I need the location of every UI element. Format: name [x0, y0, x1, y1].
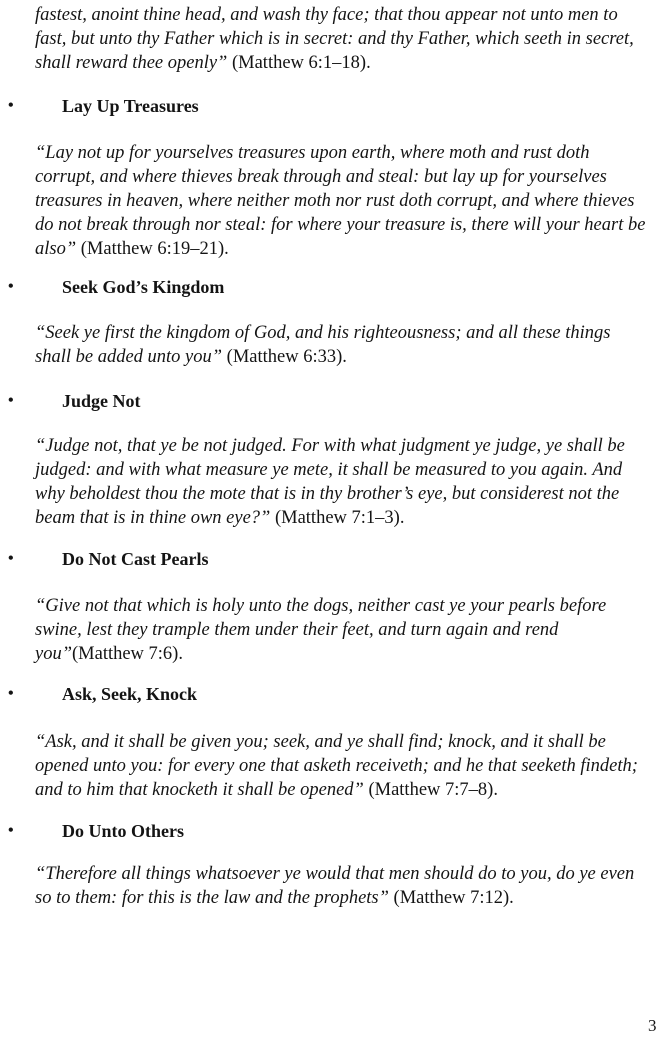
bullet: •: [8, 97, 14, 114]
bullet: •: [8, 685, 14, 702]
scripture-reference: (Matthew 6:19–21).: [76, 239, 229, 259]
section-title: Ask, Seek, Knock: [62, 684, 198, 704]
section-heading: [0, 681, 665, 707]
section-heading: [0, 388, 665, 414]
quote-text: “Judge not, that ye be not judged. For with what judgment ye judge, ye shall be judged: and with what measure ye mete, it shall be measured to you again. And why beholdest thou the mote that is in thy brother’s eye, but considerest not the beam that is in thine own eye?”: [35, 436, 625, 528]
section-heading: [0, 274, 665, 300]
section-judge-not: [0, 388, 665, 528]
section-title: Lay Up Treasures: [62, 96, 199, 116]
section-title: Seek God’s Kingdom: [62, 277, 225, 297]
section-title: Judge Not: [62, 391, 141, 411]
section-do-unto-others: [0, 818, 665, 908]
scripture-quote: [35, 321, 650, 369]
intro-quote: fastest, anoint thine head, and wash thy face; that thou appear not unto men to fast, but unto thy Father which is in secret: and thy Father, which seeth in secret, shall reward thee openly”: [35, 5, 634, 73]
section-title: Do Unto Others: [62, 821, 184, 841]
intro-reference: (Matthew 6:1–18).: [227, 53, 371, 73]
scripture-quote: [35, 434, 650, 530]
scripture-quote: [35, 730, 650, 802]
quote-text: “Therefore all things whatsoever ye would that men should do to you, do ye even so to them: for this is the law and the prophets”: [35, 864, 635, 908]
section-heading: [0, 546, 665, 572]
scripture-reference: (Matthew 7:6).: [72, 644, 183, 664]
section-seek-gods-kingdom: [0, 274, 665, 367]
section-ask-seek-knock: [0, 681, 665, 800]
bullet: •: [8, 550, 14, 567]
section-do-not-cast-pearls: [0, 546, 665, 664]
bullet: •: [8, 822, 14, 839]
section-heading: [0, 93, 665, 119]
scripture-quote: [35, 862, 650, 910]
quote-text: “Seek ye first the kingdom of God, and his righteousness; and all these things shall be added unto you”: [35, 323, 611, 367]
scripture-quote: [35, 594, 650, 666]
bullet: •: [8, 278, 14, 295]
section-heading: [0, 818, 665, 844]
scripture-reference: (Matthew 7:1–3).: [270, 508, 405, 528]
quote-text: “Give not that which is holy unto the dogs, neither cast ye your pearls before swine, lest they trample them under their feet, and turn again and rend you”: [35, 596, 607, 664]
section-lay-up-treasures: [0, 93, 665, 259]
intro-paragraph: [35, 3, 650, 75]
page-number: 3: [648, 1016, 657, 1035]
scripture-reference: (Matthew 7:7–8).: [363, 780, 498, 800]
quote-text: “Lay not up for yourselves treasures upon earth, where moth and rust doth corrupt, and where thieves break through and steal: but lay up for yourselves treasures in heaven, where neither moth nor rust doth corrupt, and where thieves do not break through nor steal: for where your treasure is, there will your heart be also”: [35, 143, 646, 259]
scripture-reference: (Matthew 7:12).: [388, 888, 514, 908]
bullet: •: [8, 392, 14, 409]
section-title: Do Not Cast Pearls: [62, 549, 209, 569]
scripture-reference: (Matthew 6:33).: [222, 347, 347, 367]
quote-text: “Ask, and it shall be given you; seek, and ye shall find; knock, and it shall be opened unto you: for every one that asketh receiveth; and he that seeketh findeth; and to him that knocketh it shall be opened”: [35, 732, 638, 800]
scripture-quote: [35, 141, 650, 261]
